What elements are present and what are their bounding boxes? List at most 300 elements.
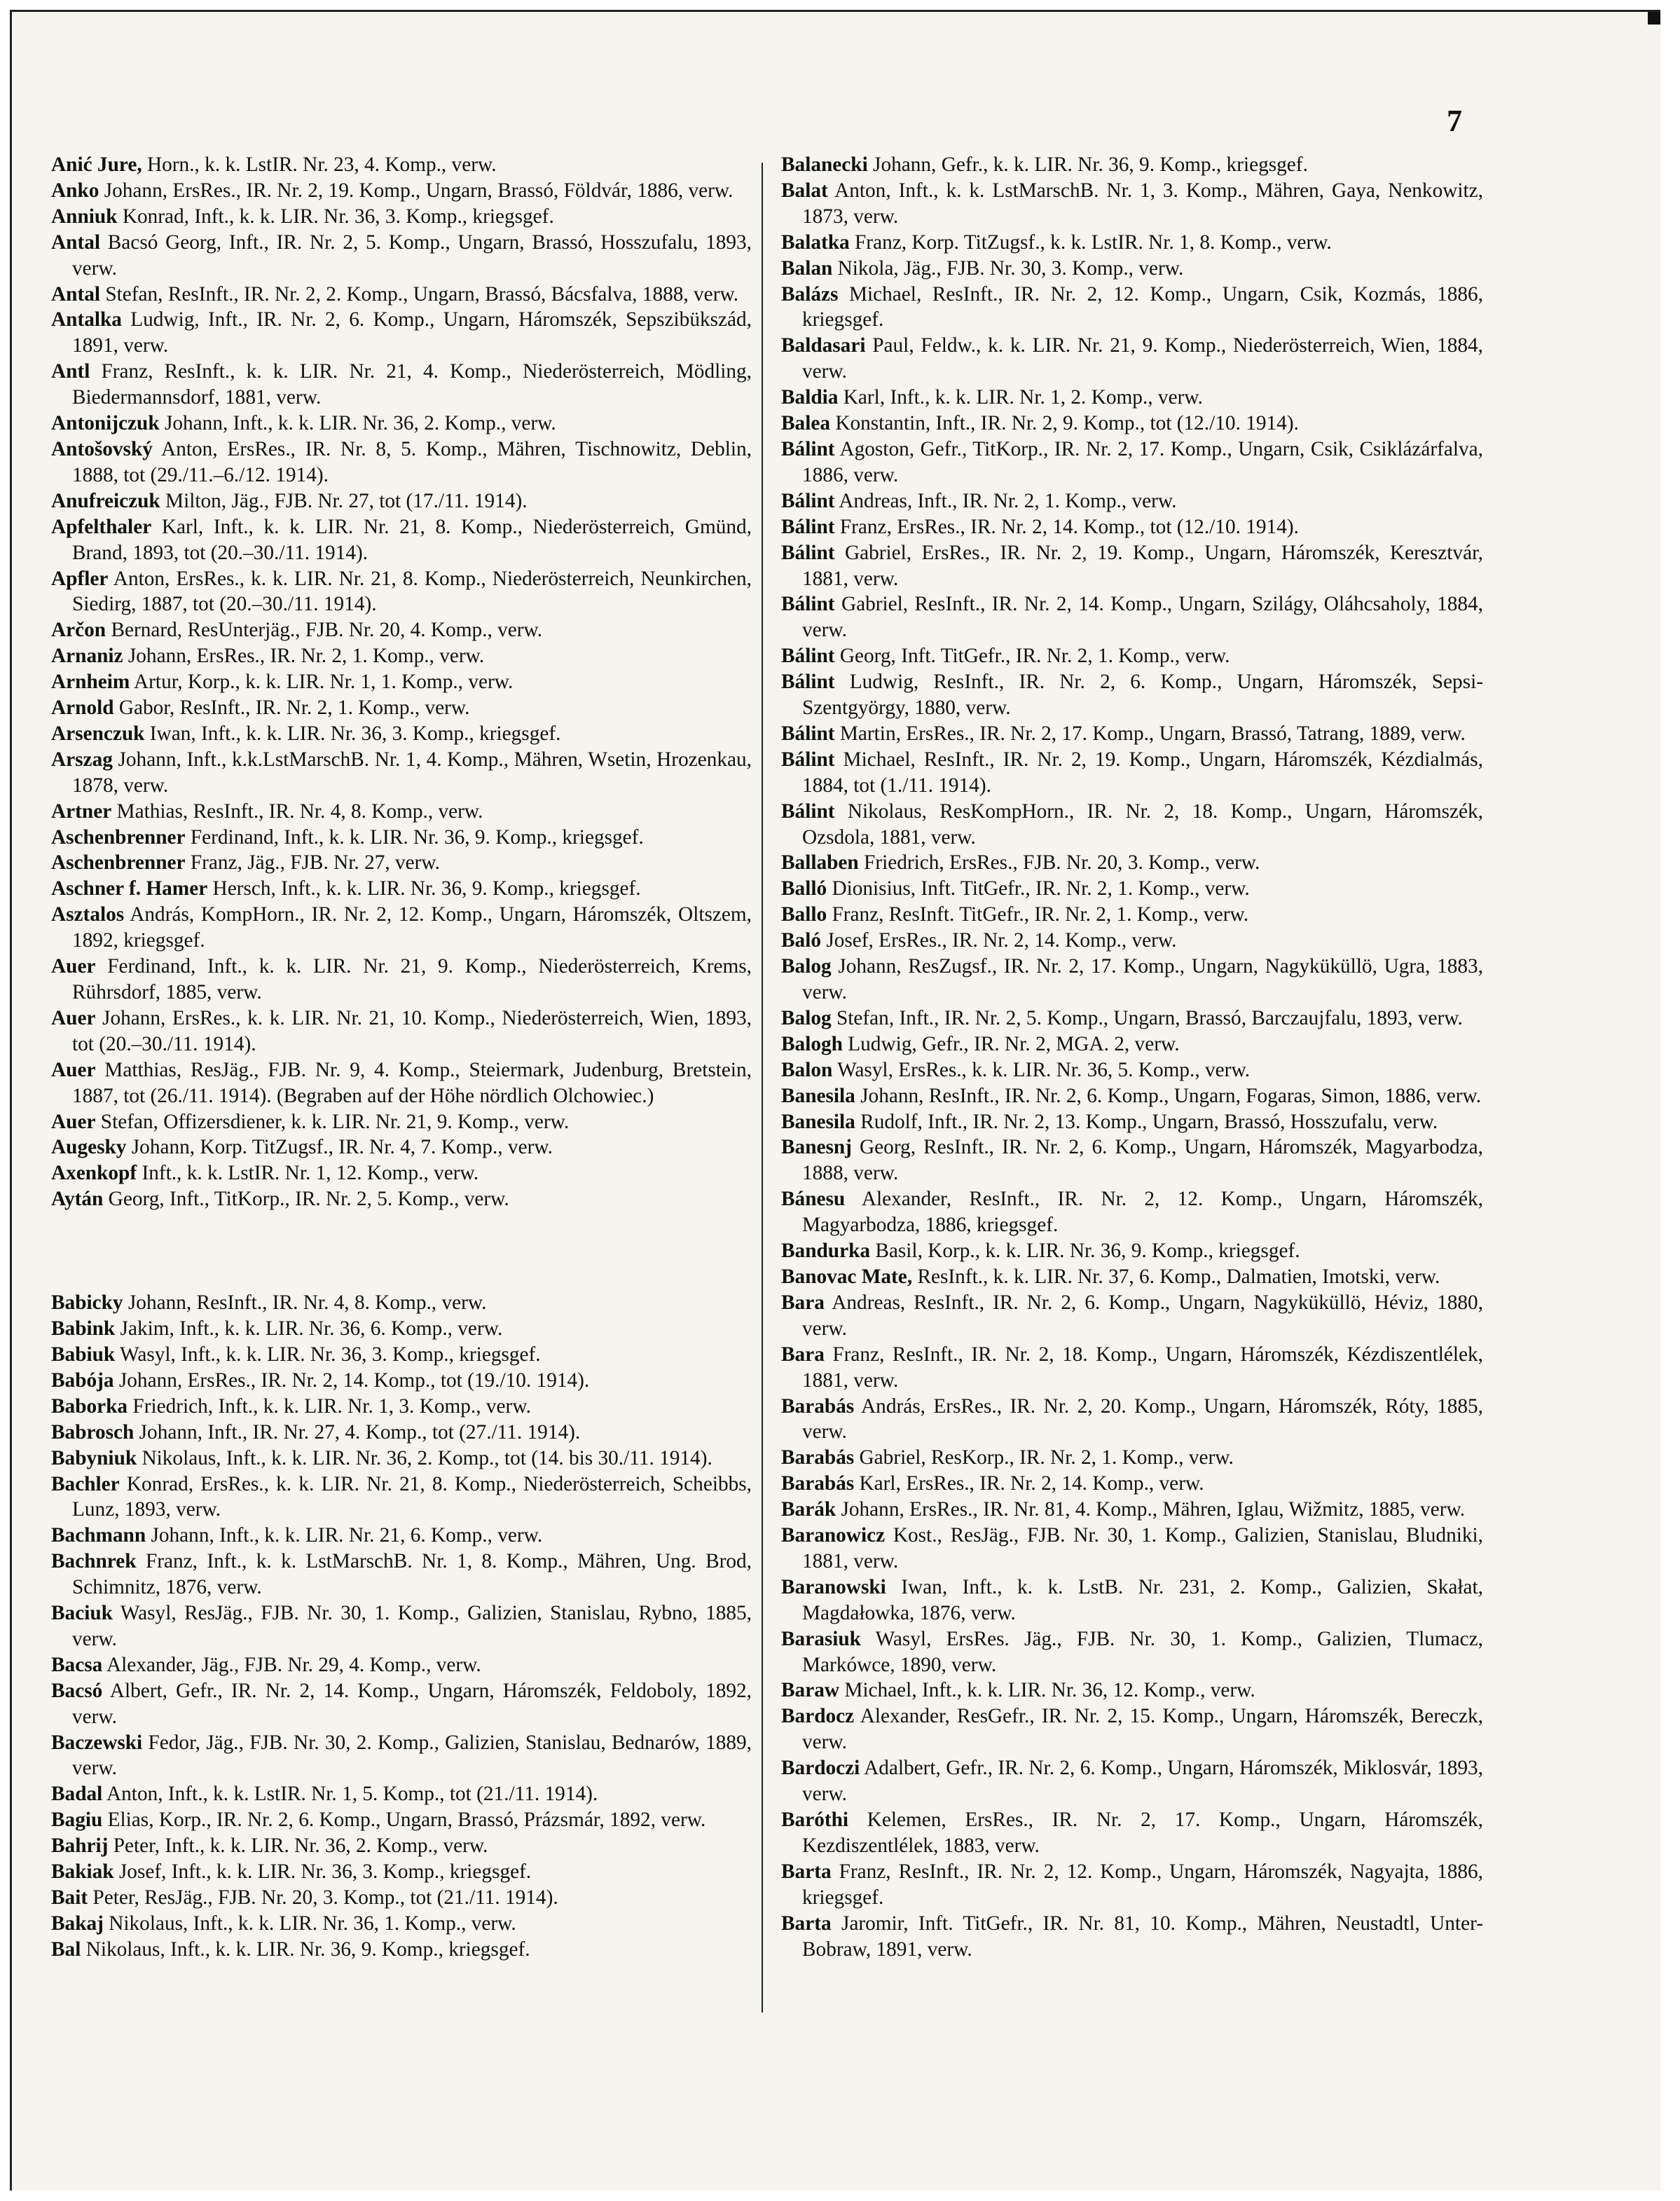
list-entry: [781, 1109, 1483, 1135]
entry-surname: Baborka: [51, 1394, 128, 1418]
list-entry: [51, 178, 752, 204]
entry-details: Nikolaus, Inft., k. k. LIR. Nr. 36, 1. Komp., verw.: [109, 1912, 516, 1935]
entry-details: Nikola, Jäg., FJB. Nr. 30, 3. Komp., verw.: [837, 256, 1184, 280]
list-entry: [781, 1006, 1483, 1031]
entry-surname: Bachmann: [51, 1524, 146, 1547]
entry-surname: Aschenbrenner: [51, 851, 186, 875]
entry-details: Karl, Inft., k. k. LIR. Nr. 21, 8. Komp., Niederösterreich, Gmünd, Brand, 1893, tot (20.–30./11. 1914).: [72, 515, 752, 564]
entry-details: Michael, Inft., k. k. LIR. Nr. 36, 12. Komp., verw.: [844, 1679, 1255, 1702]
entry-details: Michael, ResInft., IR. Nr. 2, 19. Komp., Ungarn, Háromszék, Kézdialmás, 1884, tot (1./11. 1914).: [802, 748, 1483, 797]
entry-surname: Asztalos: [51, 903, 125, 926]
list-entry: [51, 954, 752, 1006]
entry-details: Gabriel, ResInft., IR. Nr. 2, 14. Komp., Ungarn, Szilágy, Oláhcsaholy, 1884, verw.: [802, 593, 1483, 642]
entry-details: Franz, Korp. TitZugsf., k. k. LstIR. Nr. 1, 8. Komp., verw.: [855, 231, 1332, 254]
list-entry: [781, 437, 1483, 488]
list-entry: [781, 282, 1483, 334]
list-entry: [781, 152, 1483, 178]
entry-details: Johann, ErsRes., IR. Nr. 81, 4. Komp., Mähren, Iglau, Wižmitz, 1885, verw.: [841, 1498, 1466, 1521]
list-entry: [51, 152, 752, 178]
entry-details: Albert, Gefr., IR. Nr. 2, 14. Komp., Ungarn, Háromszék, Feldoboly, 1892, verw.: [72, 1679, 752, 1728]
entry-details: Friedrich, ErsRes., FJB. Nr. 20, 3. Komp., verw.: [864, 851, 1260, 875]
list-entry: [51, 617, 752, 643]
list-entry: [51, 1911, 752, 1937]
entry-details: Agoston, Gefr., TitKorp., IR. Nr. 2, 17. Komp., Ungarn, Csik, Csiklázárfalva, 1886, verw.: [802, 437, 1483, 486]
column-divider: [762, 163, 763, 2013]
entry-details: Wasyl, ResJäg., FJB. Nr. 30, 1. Komp., Galizien, Stanislau, Rybno, 1885, verw.: [72, 1602, 752, 1650]
entry-surname: Artner: [51, 800, 112, 823]
entry-surname: Bálint: [781, 541, 835, 564]
entry-surname: Balan: [781, 256, 833, 280]
left-column: [51, 152, 752, 1963]
list-entry: [781, 1575, 1483, 1626]
entry-surname: Antal: [51, 282, 100, 306]
entry-surname: Banesila: [781, 1084, 855, 1107]
entry-details: Bernard, ResUnterjäg., FJB. Nr. 20, 4. Komp., verw.: [111, 619, 543, 642]
entry-surname: Babyniuk: [51, 1446, 137, 1469]
entry-details: Franz, ResInft., k. k. LIR. Nr. 21, 4. Komp., Niederösterreich, Mödling, Biedermannsdorf, 1881, verw.: [72, 360, 752, 409]
entry-surname: Barasiuk: [781, 1627, 861, 1650]
entry-details: Gabor, ResInft., IR. Nr. 2, 1. Komp., verw.: [118, 697, 470, 720]
list-entry: [51, 204, 752, 230]
entry-surname: Bakiak: [51, 1860, 114, 1884]
entry-surname: Bálint: [781, 671, 835, 694]
entry-surname: Bálint: [781, 722, 835, 745]
entry-details: Anton, ErsRes., k. k. LIR. Nr. 21, 8. Komp., Niederösterreich, Neunkirchen, Siedirg, 1887, tot (20.–30./11. 1914).: [72, 567, 752, 616]
list-entry: [781, 1911, 1483, 1963]
entry-details: Johann, ResInft., IR. Nr. 4, 8. Komp., verw.: [128, 1291, 487, 1315]
entry-details: Ferdinand, Inft., k. k. LIR. Nr. 21, 9. Komp., Niederösterreich, Krems, Rührsdorf, 1885, verw.: [72, 955, 752, 1003]
entry-details: Matthias, ResJäg., FJB. Nr. 9, 4. Komp., Steiermark, Judenburg, Bretstein, 1887, tot (26./11. 1914). (Begraben auf der Höhe nördlich Olchowiec.): [72, 1058, 752, 1107]
list-entry: [781, 1445, 1483, 1471]
entry-surname: Barák: [781, 1498, 836, 1521]
entry-surname: Baranowicz: [781, 1524, 886, 1547]
list-entry: [51, 488, 752, 514]
entry-surname: Antl: [51, 360, 90, 383]
list-entry: [51, 1160, 752, 1186]
entry-surname: Arnheim: [51, 671, 130, 694]
list-entry: [51, 1316, 752, 1342]
entry-details: Wasyl, ErsRes., k. k. LIR. Nr. 36, 5. Komp., verw.: [837, 1058, 1251, 1081]
entry-details: Konrad, ErsRes., k. k. LIR. Nr. 21, 8. Komp., Niederösterreich, Scheibbs, Lunz, 1893, verw.: [72, 1472, 752, 1521]
list-entry: [51, 721, 752, 747]
list-entry: [781, 230, 1483, 256]
entry-surname: Bara: [781, 1343, 825, 1366]
entry-surname: Balázs: [781, 282, 839, 306]
entry-surname: Bakaj: [51, 1912, 104, 1935]
entry-surname: Arsenczuk: [51, 722, 145, 745]
entry-surname: Arszag: [51, 748, 113, 771]
entry-details: Inft., k. k. LstIR. Nr. 1, 12. Komp., verw.: [142, 1162, 479, 1185]
entry-details: Peter, Inft., k. k. LIR. Nr. 36, 2. Komp., verw.: [113, 1835, 488, 1858]
entry-surname: Bálint: [781, 800, 835, 823]
entry-surname: Bachler: [51, 1472, 120, 1495]
entry-details: Jakim, Inft., k. k. LIR. Nr. 36, 6. Komp., verw.: [120, 1317, 503, 1341]
entry-surname: Baldia: [781, 386, 839, 409]
list-entry: [781, 902, 1483, 928]
entry-surname: Ballo: [781, 903, 827, 926]
list-entry: [781, 1031, 1483, 1057]
entry-details: Ferdinand, Inft., k. k. LIR. Nr. 36, 9. Komp., kriegsgef.: [190, 825, 644, 849]
list-entry: [781, 411, 1483, 437]
entry-details: Johann, Gefr., k. k. LIR. Nr. 36, 9. Komp., kriegsgef.: [873, 153, 1308, 176]
list-entry: [781, 1264, 1483, 1290]
entry-details: Kelemen, ErsRes., IR. Nr. 2, 17. Komp., Ungarn, Háromszék, Kezdiszentlélek, 1883, verw.: [802, 1809, 1483, 1857]
list-entry: [781, 850, 1483, 876]
entry-details: Iwan, Inft., k. k. LstB. Nr. 231, 2. Komp., Galizien, Skałat, Magdałowka, 1876, verw.: [802, 1575, 1483, 1624]
entry-details: Johann, Inft., IR. Nr. 27, 4. Komp., tot (27./11. 1914).: [139, 1420, 581, 1444]
entry-surname: Bálint: [781, 748, 835, 771]
list-entry: [51, 850, 752, 876]
list-entry: [781, 1807, 1483, 1859]
entry-surname: Balea: [781, 412, 830, 435]
entry-surname: Barta: [781, 1860, 832, 1883]
entry-surname: Barabás: [781, 1394, 855, 1418]
section-gap: [51, 1212, 752, 1290]
entry-details: Johann, ErsRes., IR. Nr. 2, 19. Komp., Ungarn, Brassó, Földvár, 1886, verw.: [104, 179, 734, 202]
entry-details: Paul, Feldw., k. k. LIR. Nr. 21, 9. Komp., Niederösterreich, Wien, 1884, verw.: [802, 334, 1484, 383]
list-entry: [51, 307, 752, 359]
entry-details: ResInft., k. k. LIR. Nr. 37, 6. Komp., Dalmatien, Imotski, verw.: [917, 1265, 1440, 1288]
scanned-page: [10, 10, 1660, 2190]
entry-details: Stefan, Offizersdiener, k. k. LIR. Nr. 21, 9. Komp., verw.: [100, 1110, 570, 1133]
entry-details: Nikolaus, Inft., k. k. LIR. Nr. 36, 9. Komp., kriegsgef.: [85, 1938, 530, 1961]
list-entry: [781, 876, 1483, 902]
entry-surname: Arnold: [51, 697, 114, 720]
list-entry: [781, 643, 1483, 669]
list-entry: [51, 1807, 752, 1833]
entry-details: Peter, ResJäg., FJB. Nr. 20, 3. Komp., tot (21./11. 1914).: [92, 1886, 558, 1909]
list-entry: [51, 1109, 752, 1135]
entry-details: Andreas, Inft., IR. Nr. 2, 1. Komp., verw.: [839, 489, 1177, 512]
entry-details: Gabriel, ErsRes., IR. Nr. 2, 19. Komp., Ungarn, Háromszék, Keresztvár, 1881, verw.: [802, 541, 1483, 590]
entry-details: Nikolaus, Inft., k. k. LIR. Nr. 36, 2. Komp., tot (14. bis 30./11. 1914).: [142, 1446, 712, 1469]
entry-surname: Bardocz: [781, 1705, 855, 1728]
list-entry: [51, 1446, 752, 1472]
page-number: 7: [1447, 104, 1462, 138]
entry-details: Iwan, Inft., k. k. LIR. Nr. 36, 3. Komp., kriegsgef.: [149, 722, 561, 745]
entry-details: Franz, Jäg., FJB. Nr. 27, verw.: [190, 851, 440, 875]
list-entry: [51, 1859, 752, 1885]
entry-details: Karl, ErsRes., IR. Nr. 2, 14. Komp., verw.: [859, 1472, 1204, 1495]
list-entry: [781, 747, 1483, 799]
entry-details: Georg, Inft., TitKorp., IR. Nr. 2, 5. Komp., verw.: [108, 1188, 509, 1211]
entry-surname: Bacsa: [51, 1653, 103, 1676]
entry-details: Hersch, Inft., k. k. LIR. Nr. 36, 9. Komp., kriegsgef.: [212, 877, 641, 900]
entry-surname: Bachnrek: [51, 1550, 137, 1573]
entry-details: Johann, ErsRes., k. k. LIR. Nr. 21, 10. Komp., Niederösterreich, Wien, 1893, tot (20.–30./11. 1914).: [72, 1006, 752, 1055]
list-entry: [51, 669, 752, 695]
list-entry: [781, 799, 1483, 851]
entry-details: Konstantin, Inft., IR. Nr. 2, 9. Komp., tot (12./10. 1914).: [835, 412, 1299, 435]
list-entry: [51, 747, 752, 799]
entry-surname: Bahrij: [51, 1835, 109, 1858]
entry-details: Georg, ResInft., IR. Nr. 2, 6. Komp., Ungarn, Háromszék, Magyarbodza, 1888, verw.: [802, 1136, 1483, 1185]
entry-surname: Arnaniz: [51, 645, 123, 668]
entry-details: Basil, Korp., k. k. LIR. Nr. 36, 9. Komp., kriegsgef.: [875, 1240, 1300, 1263]
list-entry: [51, 230, 752, 282]
entry-surname: Balló: [781, 877, 827, 900]
entry-surname: Auer: [51, 1110, 96, 1133]
entry-details: Josef, ErsRes., IR. Nr. 2, 14. Komp., verw.: [826, 929, 1177, 952]
list-entry: [781, 1859, 1483, 1911]
entry-surname: Antal: [51, 231, 100, 254]
entry-details: Friedrich, Inft., k. k. LIR. Nr. 1, 3. Komp., verw.: [132, 1394, 531, 1418]
list-entry: [781, 488, 1483, 514]
entry-surname: Barta: [781, 1912, 832, 1935]
list-entry: [781, 1703, 1483, 1755]
list-entry: [51, 1549, 752, 1600]
entry-details: Bacsó Georg, Inft., IR. Nr. 2, 5. Komp., Ungarn, Brassó, Hosszufalu, 1893, verw.: [72, 231, 752, 280]
entry-details: Anton, Inft., k. k. LstIR. Nr. 1, 5. Komp., tot (21./11. 1914).: [106, 1783, 598, 1806]
list-entry: [781, 385, 1483, 411]
entry-surname: Babink: [51, 1317, 116, 1341]
entry-details: Alexander, ResInft., IR. Nr. 2, 12. Komp., Ungarn, Háromszék, Magyarbodza, 1886, kriegsgef.: [802, 1188, 1483, 1237]
entry-surname: Balog: [781, 1006, 832, 1029]
entry-details: Milton, Jäg., FJB. Nr. 27, tot (17./11. 1914).: [165, 489, 528, 512]
entry-surname: Anko: [51, 179, 99, 202]
entry-details: Johann, ResZugsf., IR. Nr. 2, 17. Komp., Ungarn, Nagyküküllö, Ugra, 1883, verw.: [802, 955, 1483, 1003]
list-entry: [781, 1134, 1483, 1186]
entry-details: Alexander, Jäg., FJB. Nr. 29, 4. Komp., verw.: [106, 1653, 481, 1676]
entry-surname: Aschenbrenner: [51, 825, 186, 849]
entry-details: Michael, ResInft., IR. Nr. 2, 12. Komp., Ungarn, Csik, Kozmás, 1886, kriegsgef.: [802, 282, 1483, 331]
entry-surname: Balon: [781, 1058, 833, 1081]
entry-surname: Barabás: [781, 1446, 855, 1469]
list-entry: [781, 1626, 1483, 1678]
entry-surname: Babrosch: [51, 1420, 135, 1444]
entry-details: Andreas, ResInft., IR. Nr. 2, 6. Komp., Ungarn, Nagyküküllö, Héviz, 1880, verw.: [802, 1291, 1483, 1340]
entry-details: Johann, ErsRes., IR. Nr. 2, 1. Komp., verw.: [128, 645, 485, 668]
list-entry: [781, 1238, 1483, 1264]
entry-surname: Auer: [51, 955, 96, 978]
entry-details: Jaromir, Inft. TitGefr., IR. Nr. 81, 10. Komp., Mähren, Neustadtl, Unter-Bobraw, 1891, verw.: [802, 1912, 1483, 1961]
entry-surname: Anufreiczuk: [51, 489, 160, 512]
entry-surname: Anniuk: [51, 205, 118, 228]
entry-details: Wasyl, Inft., k. k. LIR. Nr. 36, 3. Komp., kriegsgef.: [120, 1343, 541, 1366]
entry-surname: Babója: [51, 1369, 114, 1392]
entry-surname: Baczewski: [51, 1731, 143, 1754]
list-entry: [51, 437, 752, 488]
list-entry: [781, 669, 1483, 721]
list-entry: [781, 1523, 1483, 1575]
entry-details: Mathias, ResInft., IR. Nr. 4, 8. Komp., verw.: [116, 800, 483, 823]
list-entry: [51, 282, 752, 308]
entry-details: Horn., k. k. LstIR. Nr. 23, 4. Komp., verw.: [147, 153, 497, 176]
list-entry: [51, 1523, 752, 1549]
entry-surname: Baló: [781, 929, 821, 952]
entry-surname: Bálint: [781, 437, 835, 460]
entry-details: Martin, ErsRes., IR. Nr. 2, 17. Komp., Ungarn, Brassó, Tatrang, 1889, verw.: [839, 722, 1466, 745]
entry-surname: Bardoczi: [781, 1757, 860, 1780]
entry-details: Ludwig, Gefr., IR. Nr. 2, MGA. 2, verw.: [848, 1032, 1180, 1055]
entry-details: Kost., ResJäg., FJB. Nr. 30, 1. Komp., Galizien, Stanislau, Bludniki, 1881, verw.: [802, 1524, 1484, 1572]
entry-surname: Baróthi: [781, 1809, 849, 1831]
list-entry: [51, 1678, 752, 1730]
list-entry: [51, 695, 752, 721]
entry-details: Johann, ResInft., IR. Nr. 2, 6. Komp., Ungarn, Fogaras, Simon, 1886, verw.: [860, 1084, 1482, 1107]
list-entry: [51, 1186, 752, 1212]
list-entry: [51, 1730, 752, 1782]
entry-surname: Barabás: [781, 1472, 855, 1495]
list-entry: [51, 514, 752, 566]
entry-details: András, KompHorn., IR. Nr. 2, 12. Komp., Ungarn, Háromszék, Oltszem, 1892, kriegsgef.: [72, 903, 752, 952]
list-entry: [781, 333, 1483, 385]
list-entry: [51, 1290, 752, 1316]
list-entry: [781, 954, 1483, 1006]
entry-surname: Auer: [51, 1006, 96, 1029]
entry-details: Johann, Inft., k.k.LstMarschB. Nr. 1, 4. Komp., Mähren, Wsetin, Hrozenkau, 1878, verw.: [72, 748, 752, 797]
list-entry: [51, 643, 752, 669]
list-entry: [51, 1652, 752, 1678]
entry-details: Ludwig, Inft., IR. Nr. 2, 6. Komp., Ungarn, Háromszék, Sepszibükszád, 1891, verw.: [72, 308, 752, 357]
entry-surname: Bálint: [781, 515, 835, 538]
right-column: [781, 152, 1483, 1962]
entry-surname: Bal: [51, 1938, 81, 1961]
list-entry: [51, 1420, 752, 1446]
entry-surname: Antošovský: [51, 437, 153, 460]
entry-surname: Balogh: [781, 1032, 843, 1055]
entry-details: Elias, Korp., IR. Nr. 2, 6. Komp., Ungarn, Brassó, Prázsmár, 1892, verw.: [107, 1809, 706, 1832]
entry-details: Franz, ResInft., IR. Nr. 2, 18. Komp., Ungarn, Háromszék, Kézdiszentlélek, 1881, verw.: [802, 1343, 1483, 1392]
entry-surname: Baciuk: [51, 1602, 113, 1625]
list-entry: [51, 1472, 752, 1523]
entry-details: Nikolaus, ResKompHorn., IR. Nr. 2, 18. Komp., Ungarn, Háromszék, Ozsdola, 1881, verw.: [802, 800, 1483, 849]
list-entry: [51, 825, 752, 851]
entry-surname: Antonijczuk: [51, 412, 160, 435]
entry-surname: Baldasari: [781, 334, 866, 357]
entry-details: Rudolf, Inft., IR. Nr. 2, 13. Komp., Ungarn, Brassó, Hosszufalu, verw.: [860, 1110, 1438, 1133]
entry-details: Johann, Korp. TitZugsf., IR. Nr. 4, 7. Komp., verw.: [131, 1136, 553, 1159]
entry-details: Johann, Inft., k. k. LIR. Nr. 36, 2. Komp., verw.: [164, 412, 556, 435]
list-entry: [781, 178, 1483, 230]
list-entry: [51, 359, 752, 411]
entry-surname: Bagiu: [51, 1809, 103, 1832]
entry-surname: Banesila: [781, 1110, 855, 1133]
list-entry: [781, 1678, 1483, 1703]
list-entry: [51, 876, 752, 902]
entry-surname: Balatka: [781, 231, 850, 254]
entry-details: Alexander, ResGefr., IR. Nr. 2, 15. Komp., Ungarn, Háromszék, Bereczk, verw.: [802, 1705, 1483, 1754]
entry-surname: Bandurka: [781, 1240, 871, 1263]
list-entry: [51, 1781, 752, 1807]
entry-surname: Baranowski: [781, 1575, 886, 1598]
entry-surname: Bálint: [781, 489, 835, 512]
entry-surname: Balat: [781, 179, 828, 202]
entry-surname: Banesnj: [781, 1136, 852, 1159]
list-entry: [781, 928, 1483, 954]
list-entry: [51, 1057, 752, 1109]
entry-details: Franz, Inft., k. k. LstMarschB. Nr. 1, 8. Komp., Mähren, Ung. Brod, Schimnitz, 1876, verw.: [72, 1550, 752, 1599]
list-entry: [781, 1186, 1483, 1238]
entry-surname: Babiuk: [51, 1343, 116, 1366]
list-entry: [781, 591, 1483, 643]
list-entry: [781, 1083, 1483, 1109]
entry-surname: Ballaben: [781, 851, 859, 875]
entry-surname: Apfler: [51, 567, 109, 590]
entry-details: Johann, Inft., k. k. LIR. Nr. 21, 6. Komp., verw.: [151, 1524, 543, 1547]
entry-details: Adalbert, Gefr., IR. Nr. 2, 6. Komp., Ungarn, Háromszék, Miklosvár, 1893, verw.: [802, 1757, 1483, 1806]
entry-surname: Augesky: [51, 1136, 127, 1159]
entry-details: Gabriel, ResKorp., IR. Nr. 2, 1. Komp., verw.: [859, 1446, 1234, 1469]
list-entry: [51, 566, 752, 618]
list-entry: [781, 514, 1483, 540]
entry-details: Anton, Inft., k. k. LstMarschB. Nr. 1, 3. Komp., Mähren, Gaya, Nenkowitz, 1873, verw.: [802, 179, 1483, 228]
entry-surname: Badal: [51, 1783, 103, 1806]
entry-details: András, ErsRes., IR. Nr. 2, 20. Komp., Ungarn, Háromszék, Róty, 1885, verw.: [802, 1394, 1483, 1444]
entry-details: Ludwig, ResInft., IR. Nr. 2, 6. Komp., Ungarn, Háromszék, Sepsi-Szentgyörgy, 1880, verw.: [802, 671, 1483, 720]
entry-surname: Babicky: [51, 1291, 123, 1315]
entry-details: Fedor, Jäg., FJB. Nr. 30, 2. Komp., Galizien, Stanislau, Bednarów, 1889, verw.: [72, 1731, 752, 1780]
entry-surname: Auer: [51, 1058, 96, 1081]
entry-details: Stefan, Inft., IR. Nr. 2, 5. Komp., Ungarn, Brassó, Barczaujfalu, 1893, verw.: [836, 1006, 1463, 1029]
entry-surname: Baraw: [781, 1679, 839, 1702]
entry-surname: Balog: [781, 955, 832, 978]
list-entry: [781, 1342, 1483, 1394]
list-entry: [51, 1368, 752, 1394]
entry-surname: Anić Jure,: [51, 153, 142, 176]
list-entry: [781, 1497, 1483, 1523]
entry-details: Konrad, Inft., k. k. LIR. Nr. 36, 3. Komp., kriegsgef.: [122, 205, 554, 228]
entry-surname: Bálint: [781, 645, 835, 668]
entry-surname: Bait: [51, 1886, 88, 1909]
entry-details: Anton, ErsRes., IR. Nr. 8, 5. Komp., Mähren, Tischnowitz, Deblin, 1888, tot (29./11.–6./12. 1914).: [72, 437, 752, 486]
entry-details: Franz, ErsRes., IR. Nr. 2, 14. Komp., tot (12./10. 1914).: [839, 515, 1299, 538]
list-entry: [781, 1755, 1483, 1807]
list-entry: [781, 1057, 1483, 1083]
list-entry: [781, 1394, 1483, 1446]
list-entry: [781, 256, 1483, 282]
entry-surname: Antalka: [51, 308, 122, 331]
entry-surname: Arčon: [51, 619, 106, 642]
list-entry: [51, 1394, 752, 1420]
list-entry: [51, 799, 752, 825]
entry-surname: Bara: [781, 1291, 825, 1314]
entry-surname: Axenkopf: [51, 1162, 137, 1185]
entry-details: Artur, Korp., k. k. LIR. Nr. 1, 1. Komp., verw.: [134, 671, 514, 694]
entry-surname: Apfelthaler: [51, 515, 152, 538]
list-entry: [51, 1885, 752, 1911]
list-entry: [51, 1134, 752, 1160]
list-entry: [51, 411, 752, 437]
list-entry: [51, 902, 752, 954]
list-entry: [51, 1342, 752, 1368]
entry-details: Georg, Inft. TitGefr., IR. Nr. 2, 1. Komp., verw.: [839, 645, 1230, 668]
list-entry: [51, 1006, 752, 1057]
entry-details: Wasyl, ErsRes. Jäg., FJB. Nr. 30, 1. Komp., Galizien, Tlumacz, Markówce, 1890, verw.: [802, 1627, 1484, 1676]
entry-details: Franz, ResInft., IR. Nr. 2, 12. Komp., Ungarn, Háromszék, Nagyajta, 1886, kriegsgef.: [802, 1860, 1483, 1909]
list-entry: [781, 1471, 1483, 1497]
entry-details: Karl, Inft., k. k. LIR. Nr. 1, 2. Komp., verw.: [843, 386, 1203, 409]
entry-surname: Bánesu: [781, 1188, 846, 1211]
list-entry: [781, 540, 1483, 592]
entry-surname: Aytán: [51, 1188, 104, 1211]
list-entry: [51, 1833, 752, 1859]
list-entry: [51, 1937, 752, 1963]
list-entry: [51, 1600, 752, 1652]
entry-surname: Bacsó: [51, 1679, 103, 1702]
entry-surname: Balanecki: [781, 153, 868, 176]
entry-details: Josef, Inft., k. k. LIR. Nr. 36, 3. Komp., kriegsgef.: [118, 1860, 532, 1884]
entry-details: Franz, ResInft. TitGefr., IR. Nr. 2, 1. Komp., verw.: [832, 903, 1249, 926]
corner-mark: [1648, 12, 1660, 25]
list-entry: [781, 1290, 1483, 1342]
entry-surname: Banovac Mate,: [781, 1265, 913, 1288]
entry-details: Dionisius, Inft. TitGefr., IR. Nr. 2, 1. Komp., verw.: [832, 877, 1250, 900]
entry-details: Stefan, ResInft., IR. Nr. 2, 2. Komp., Ungarn, Brassó, Bácsfalva, 1888, verw.: [105, 282, 739, 306]
entry-surname: Aschner f. Hamer: [51, 877, 208, 900]
list-entry: [781, 721, 1483, 747]
entry-surname: Bálint: [781, 593, 835, 616]
